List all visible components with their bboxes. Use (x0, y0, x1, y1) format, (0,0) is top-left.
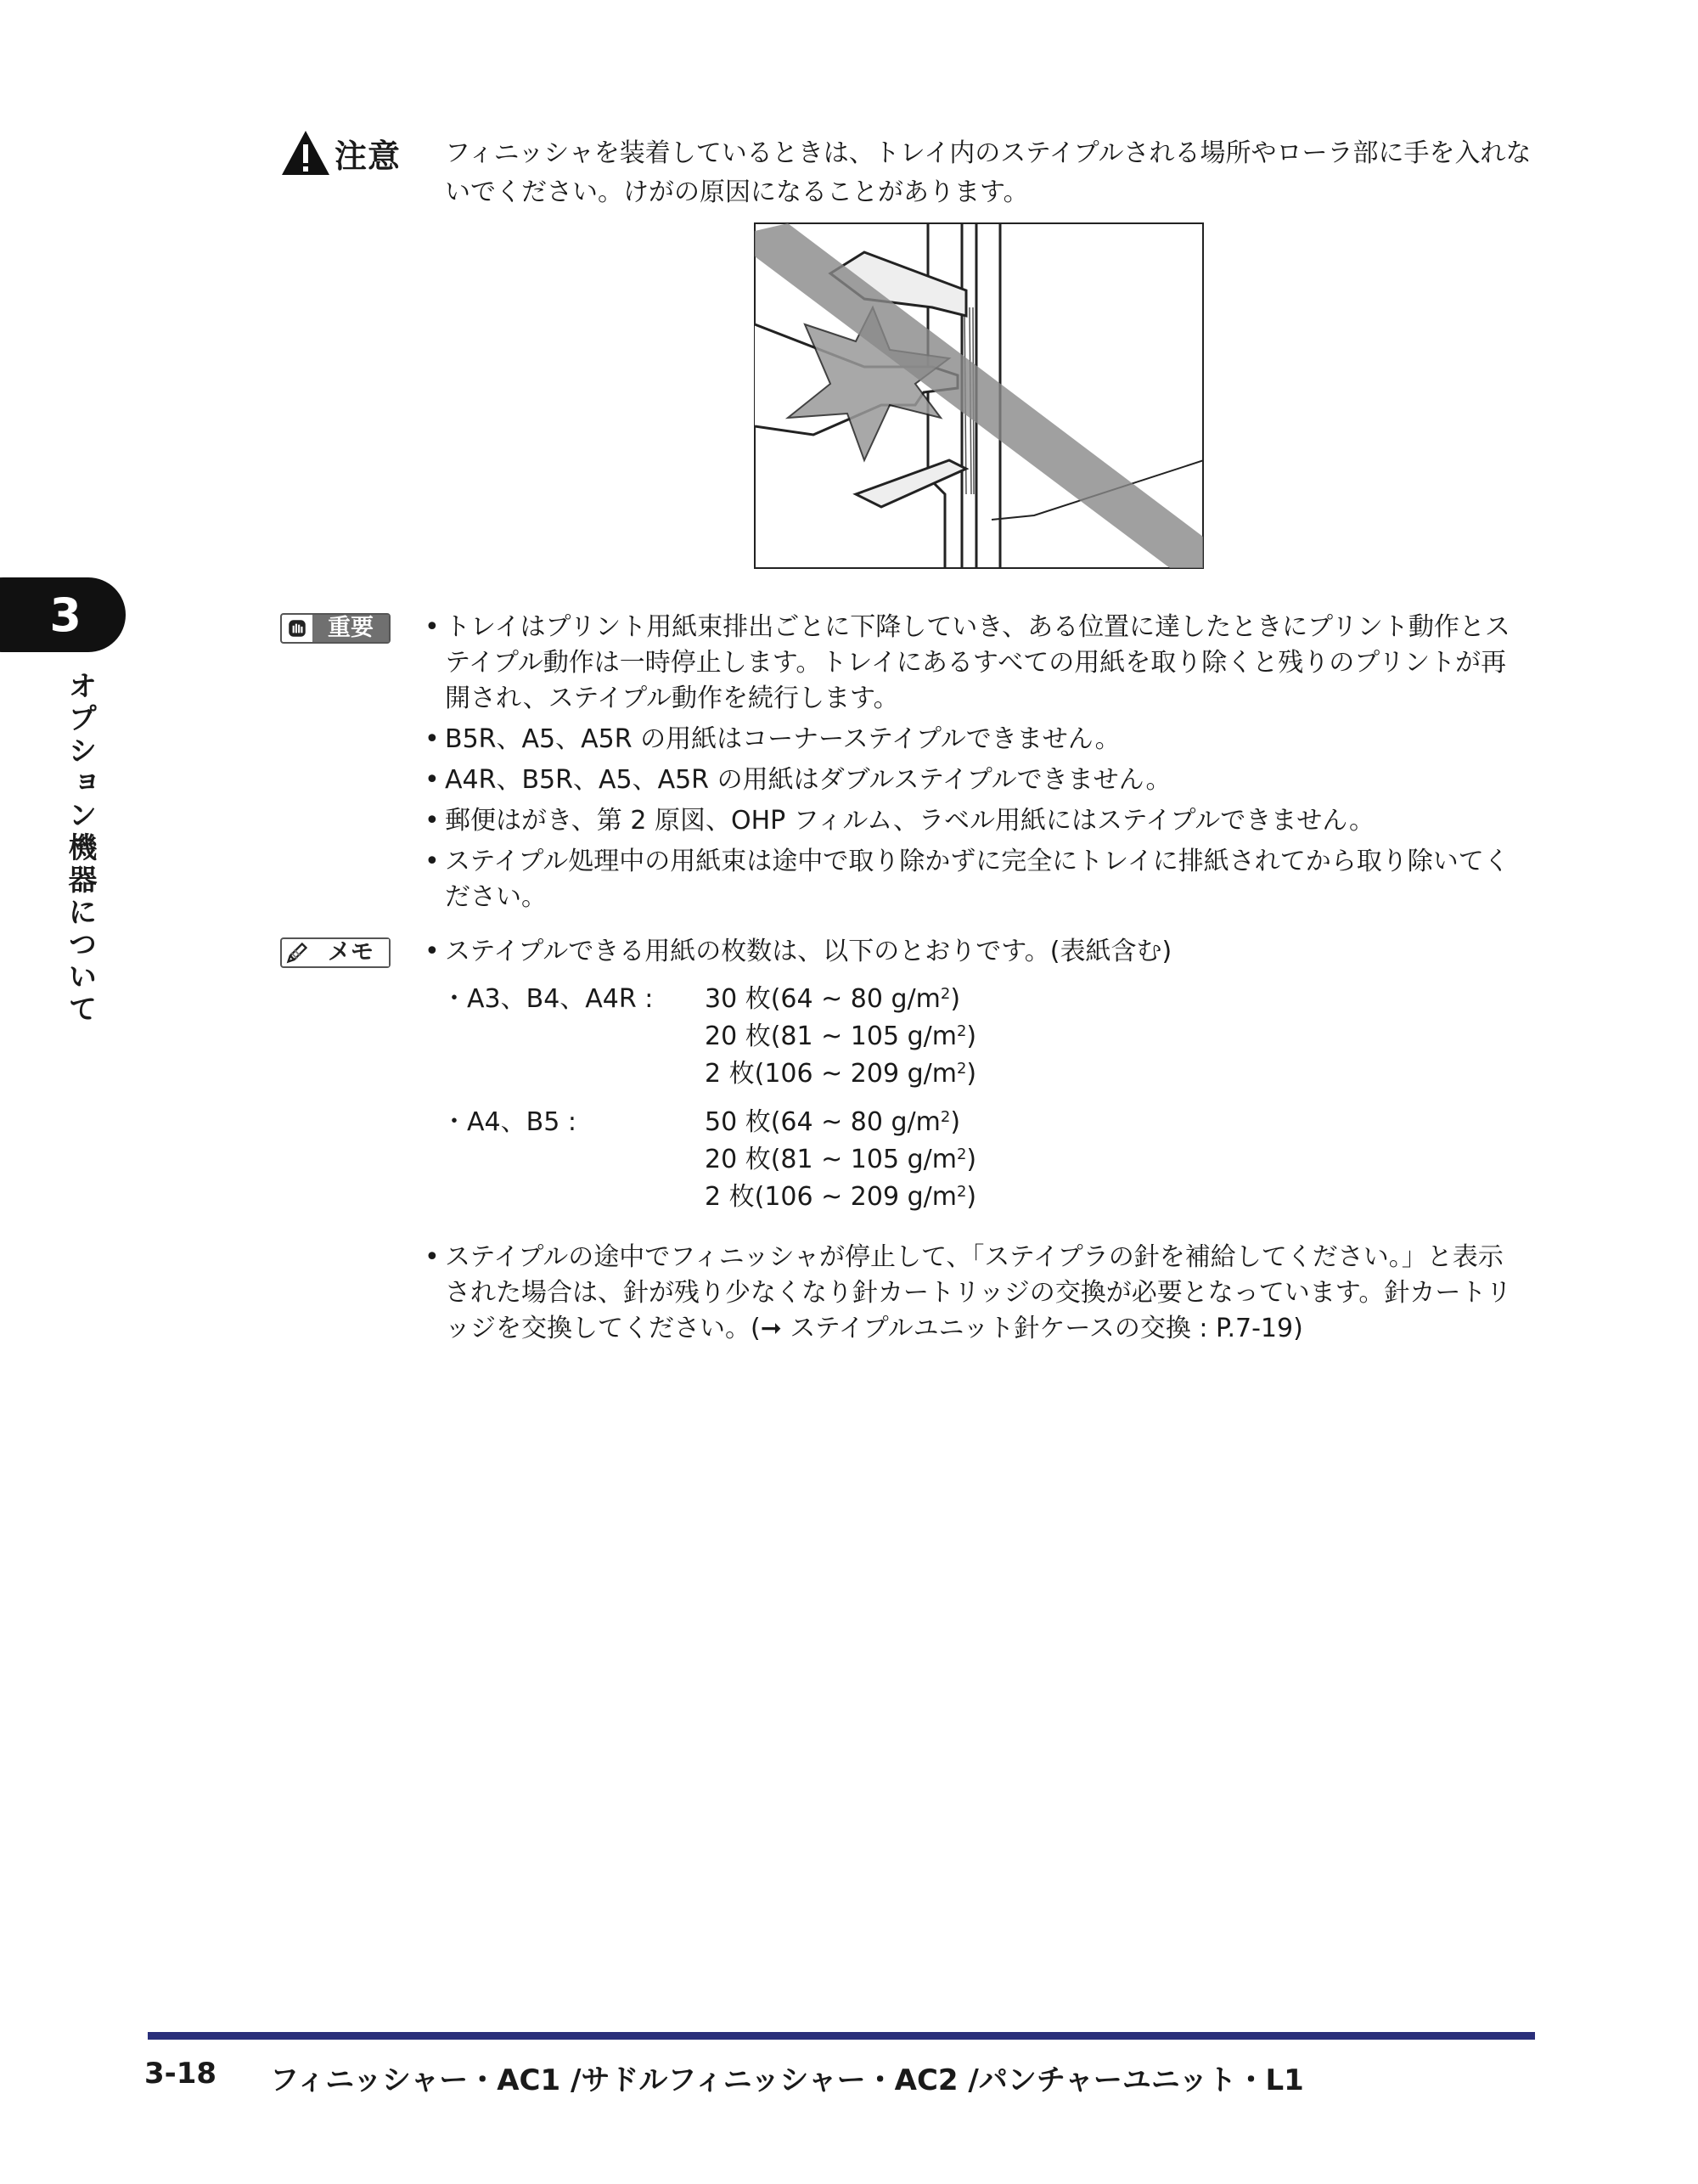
spec-row: 20 枚(81 ~ 105 $g/m^2$) (705, 1022, 977, 1051)
important-title: 重要 (312, 615, 389, 642)
spec-group-a4 (441, 1104, 1206, 1223)
spec-label: ・A3、B4、A4R : (441, 984, 654, 1014)
chapter-number: 3 (49, 588, 82, 642)
memo-intro: • ステイプルできる用紙の枚数は、以下のとおりです。(表紙含む) (424, 934, 1528, 970)
spec-row: 20 枚(81 ~ 105 $g/m^2$) (705, 1145, 977, 1174)
memo-note: • ステイプルの途中でフィニッシャが停止して、「ステイプラの針を補給してください。」と表示された場合は、針が残り少なくなり針カートリッジの交換が必要となっています。針カートリッジを交換してください。(➞ ステイプルユニット針ケースの交換 : P.7-19) (424, 1240, 1528, 1347)
list-item: • 郵便はがき、第 2 原図、OHP フィルム、ラベル用紙にはステイプルできません。 (424, 803, 1528, 839)
memo-title: メモ (312, 939, 389, 966)
spec-label: ・A4、B5 : (441, 1107, 576, 1137)
page-number: 3-18 (144, 2057, 217, 2091)
memo-label (280, 937, 391, 968)
chapter-tab (0, 577, 126, 652)
list-item: • B5R、A5、A5R の用紙はコーナーステイプルできません。 (424, 722, 1528, 757)
footer-rule (148, 2032, 1535, 2040)
chapter-title: オプション機器について (63, 671, 97, 1026)
caution-title: 注意 (335, 137, 402, 175)
caution-text: フィニッシャを装着しているときは、トレイ内のステイプルされる場所やローラ部に手を入れないでください。けがの原因になることがあります。 (445, 138, 1532, 207)
spec-row: 50 枚(64 ~ 80 $g/m^2$) (705, 1107, 961, 1137)
spec-group-a3 (441, 981, 1206, 1100)
finisher-hand-illustration (754, 222, 1204, 569)
memo-note-list (424, 1240, 1528, 1347)
spec-row: 2 枚(106 ~ 209 $g/m^2$) (705, 1059, 977, 1089)
list-item: • A4R、B5R、A5、A5R の用紙はダブルステイプルできません。 (424, 763, 1528, 798)
list-item: • ステイプル処理中の用紙束は途中で取り除かずに完全にトレイに排紙されてから取り除いてください。 (424, 844, 1528, 915)
spec-row: 2 枚(106 ~ 209 $g/m^2$) (705, 1182, 977, 1212)
footer-title: フィニッシャー・AC1 /サドルフィニッシャー・AC2 /パンチャーユニット・L1 (270, 2063, 1304, 2097)
caution-label (280, 127, 401, 178)
important-list (424, 610, 1528, 920)
pencil-icon (282, 939, 312, 966)
important-label (280, 613, 391, 644)
hand-stop-icon (282, 615, 312, 642)
spec-row: 30 枚(64 ~ 80 $g/m^2$) (705, 984, 961, 1014)
memo-list (424, 934, 1528, 970)
list-item: • トレイはプリント用紙束排出ごとに下降していき、ある位置に達したときにプリント動作とステイプル動作は一時停止します。トレイにあるすべての用紙を取り除くと残りのプリントが再開され、ステイプル動作を続行します。 (424, 610, 1528, 717)
warning-icon (280, 129, 331, 177)
